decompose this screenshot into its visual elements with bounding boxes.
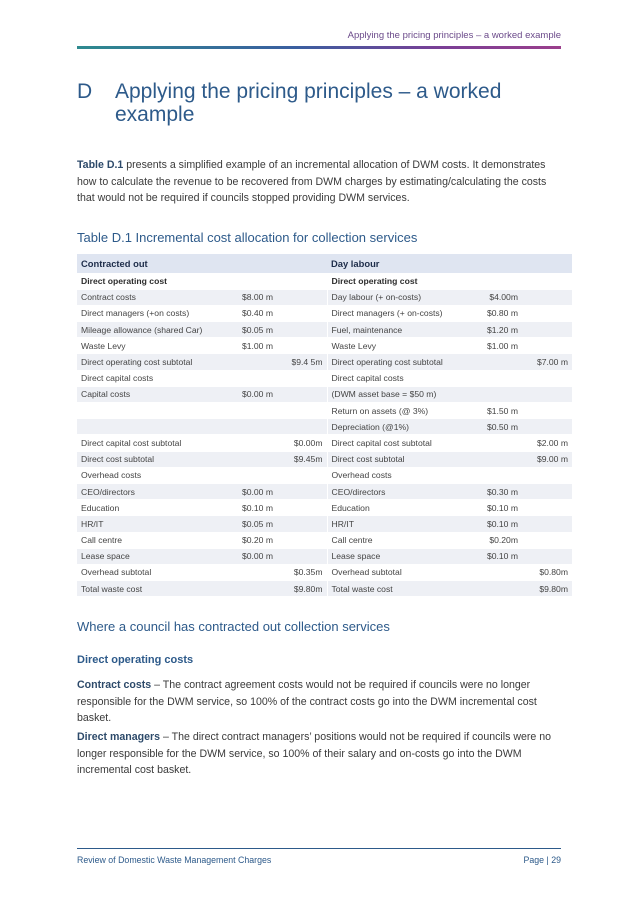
table-reference: Table D.1 xyxy=(77,159,124,171)
table-cell: HR/IT xyxy=(77,516,232,532)
table-cell xyxy=(522,273,572,289)
table-cell xyxy=(522,532,572,548)
table-cell: HR/IT xyxy=(327,516,477,532)
table-header-row xyxy=(77,254,572,273)
footer-rule xyxy=(77,848,561,849)
table-row xyxy=(77,483,572,499)
table-cell: $0.20m xyxy=(477,532,522,548)
table-cell: Contract costs xyxy=(77,289,232,305)
table-cell xyxy=(522,548,572,564)
table-cell: $1.00 m xyxy=(232,338,277,354)
table-cell: CEO/directors xyxy=(327,483,477,499)
table-cell xyxy=(277,289,327,305)
cost-allocation-table xyxy=(77,254,572,597)
table-cell: Direct cost subtotal xyxy=(77,451,232,467)
table-cell: CEO/directors xyxy=(77,483,232,499)
table-cell: Direct operating cost xyxy=(327,273,477,289)
table-cell: Mileage allowance (shared Car) xyxy=(77,322,232,338)
table-cell: Overhead subtotal xyxy=(77,564,232,580)
table-cell: Education xyxy=(327,500,477,516)
table-cell xyxy=(232,273,277,289)
table-cell: Capital costs xyxy=(77,386,232,402)
table-row xyxy=(77,419,572,435)
table-cell: $0.00m xyxy=(277,435,327,451)
paragraph-lead: Direct managers xyxy=(77,731,161,743)
table-cell xyxy=(232,564,277,580)
paragraph-contract-costs xyxy=(77,677,561,727)
table-cell xyxy=(477,435,522,451)
table-cell: Return on assets (@ 3%) xyxy=(327,403,477,419)
table-cell xyxy=(522,500,572,516)
table-cell xyxy=(277,467,327,483)
table-cell xyxy=(522,386,572,402)
table-cell: Overhead costs xyxy=(77,467,232,483)
table-cell: Direct capital costs xyxy=(327,370,477,386)
table-cell: $0.00 m xyxy=(232,548,277,564)
table-cell xyxy=(477,354,522,370)
table-cell xyxy=(232,581,277,597)
table-cell: $0.80 m xyxy=(477,305,522,321)
table-row xyxy=(77,403,572,419)
chapter-title: Applying the pricing principles – a worked example xyxy=(115,80,502,126)
table-cell xyxy=(477,467,522,483)
table-cell: Direct capital cost subtotal xyxy=(77,435,232,451)
sub-heading: Direct operating costs xyxy=(77,654,194,666)
table-cell xyxy=(477,273,522,289)
table-cell xyxy=(232,403,277,419)
table-cell xyxy=(477,386,522,402)
table-cell xyxy=(277,403,327,419)
footer-title: Review of Domestic Waste Management Charges xyxy=(77,855,272,865)
table-cell: $0.40 m xyxy=(232,305,277,321)
section-heading: Where a council has contracted out collection services xyxy=(77,619,390,634)
table-cell xyxy=(477,581,522,597)
table-cell: Direct capital cost subtotal xyxy=(327,435,477,451)
table-cell xyxy=(232,435,277,451)
table-cell xyxy=(77,419,232,435)
table-cell: Education xyxy=(77,500,232,516)
table-cell: Direct capital costs xyxy=(77,370,232,386)
table-cell: Overhead subtotal xyxy=(327,564,477,580)
table-cell xyxy=(522,322,572,338)
table-cell: $1.50 m xyxy=(477,403,522,419)
table-cell: Lease space xyxy=(327,548,477,564)
table-cell: Overhead costs xyxy=(327,467,477,483)
table-cell xyxy=(477,451,522,467)
table-cell xyxy=(522,483,572,499)
table-row xyxy=(77,467,572,483)
table-cell: $0.20 m xyxy=(232,532,277,548)
table-cell: $2.00 m xyxy=(522,435,572,451)
table-cell xyxy=(477,370,522,386)
table-row xyxy=(77,305,572,321)
table-row xyxy=(77,451,572,467)
table-cell: Call centre xyxy=(327,532,477,548)
table-cell xyxy=(277,500,327,516)
table-cell xyxy=(277,548,327,564)
table-cell: $1.20 m xyxy=(477,322,522,338)
table-cell: Day labour (+ on-costs) xyxy=(327,289,477,305)
intro-text: presents a simplified example of an incremental allocation of DWM costs. It demonstrates how to calculate the revenue to be recovered from DWM charges by estimating/calculating the costs that would not be required if councils stopped providing DWM services. xyxy=(77,159,547,204)
table-cell: Direct cost subtotal xyxy=(327,451,477,467)
table-cell xyxy=(277,322,327,338)
table-cell xyxy=(277,516,327,532)
table-cell xyxy=(277,419,327,435)
table-cell: $9.00 m xyxy=(522,451,572,467)
table-cell xyxy=(232,451,277,467)
table-cell: $9.45m xyxy=(277,451,327,467)
table-cell: $9.4 5m xyxy=(277,354,327,370)
table-cell xyxy=(277,338,327,354)
table-cell: $0.30 m xyxy=(477,483,522,499)
table-row xyxy=(77,322,572,338)
table-cell xyxy=(522,338,572,354)
table-row xyxy=(77,532,572,548)
table-row xyxy=(77,370,572,386)
table-caption: Table D.1 Incremental cost allocation for collection services xyxy=(77,230,418,245)
table-cell: (DWM asset base = $50 m) xyxy=(327,386,477,402)
table-cell xyxy=(277,273,327,289)
header-day-labour: Day labour xyxy=(327,254,572,273)
table-cell xyxy=(522,516,572,532)
table-cell: $0.05 m xyxy=(232,322,277,338)
paragraph-direct-managers xyxy=(77,729,561,779)
table-row xyxy=(77,500,572,516)
table-cell xyxy=(277,483,327,499)
table-cell: Depreciation (@1%) xyxy=(327,419,477,435)
table-cell xyxy=(522,305,572,321)
table-cell: Call centre xyxy=(77,532,232,548)
table-cell: $0.00 m xyxy=(232,483,277,499)
table-cell xyxy=(277,370,327,386)
table-cell: $9.80m xyxy=(277,581,327,597)
table-cell: Direct operating cost xyxy=(77,273,232,289)
paragraph-lead: Contract costs xyxy=(77,679,152,691)
table-row xyxy=(77,564,572,580)
table-cell: $0.10 m xyxy=(477,516,522,532)
table-row xyxy=(77,273,572,289)
table-cell: $0.00 m xyxy=(232,386,277,402)
table-cell xyxy=(232,370,277,386)
paragraph-text: – The direct contract managers’ positions would not be required if councils were no longer responsible for the DWM service, so 100% of their salary and on-costs go into the DWM incremental cost basket. xyxy=(77,731,552,776)
table-cell xyxy=(277,305,327,321)
table-cell: $8.00 m xyxy=(232,289,277,305)
table-cell: $4.00m xyxy=(477,289,522,305)
table-row xyxy=(77,516,572,532)
table-cell xyxy=(522,467,572,483)
paragraph-text: – The contract agreement costs would not be required if councils were no longer responsible for the DWM service, so 100% of the contract costs go into the DWM incremental cost basket. xyxy=(77,679,537,724)
table-cell xyxy=(522,370,572,386)
intro-paragraph xyxy=(77,157,561,207)
chapter-letter: D xyxy=(77,80,93,103)
table-cell: $0.35m xyxy=(277,564,327,580)
table-row xyxy=(77,354,572,370)
table-row xyxy=(77,581,572,597)
table-cell xyxy=(522,419,572,435)
table-cell: Direct operating cost subtotal xyxy=(327,354,477,370)
chapter-heading xyxy=(77,80,561,126)
table-cell xyxy=(77,403,232,419)
table-row xyxy=(77,386,572,402)
table-cell: Waste Levy xyxy=(77,338,232,354)
table-cell: $0.10 m xyxy=(232,500,277,516)
table-row xyxy=(77,435,572,451)
table-row xyxy=(77,548,572,564)
table-cell: $7.00 m xyxy=(522,354,572,370)
table-cell: $0.10 m xyxy=(477,548,522,564)
table-cell: $0.05 m xyxy=(232,516,277,532)
table-cell: Fuel, maintenance xyxy=(327,322,477,338)
table-cell: Total waste cost xyxy=(77,581,232,597)
table-cell: $0.50 m xyxy=(477,419,522,435)
table-cell: $1.00 m xyxy=(477,338,522,354)
table-cell: $0.80m xyxy=(522,564,572,580)
table-cell xyxy=(232,419,277,435)
table-cell: Direct managers (+on costs) xyxy=(77,305,232,321)
table-cell: Direct managers (+ on-costs) xyxy=(327,305,477,321)
table-cell xyxy=(277,386,327,402)
table-row xyxy=(77,338,572,354)
table-cell xyxy=(277,532,327,548)
table-cell xyxy=(477,564,522,580)
table-cell: Total waste cost xyxy=(327,581,477,597)
header-contracted-out: Contracted out xyxy=(77,254,327,273)
table-cell: Lease space xyxy=(77,548,232,564)
table-cell: $9.80m xyxy=(522,581,572,597)
table-cell xyxy=(232,354,277,370)
table-cell: $0.10 m xyxy=(477,500,522,516)
table-row xyxy=(77,289,572,305)
table-cell xyxy=(232,467,277,483)
running-header: Applying the pricing principles – a worked example xyxy=(347,30,561,41)
table-cell: Direct operating cost subtotal xyxy=(77,354,232,370)
page-number: Page | 29 xyxy=(523,855,561,865)
table-cell xyxy=(522,289,572,305)
table-cell: Waste Levy xyxy=(327,338,477,354)
header-rule xyxy=(77,46,561,49)
table-cell xyxy=(522,403,572,419)
